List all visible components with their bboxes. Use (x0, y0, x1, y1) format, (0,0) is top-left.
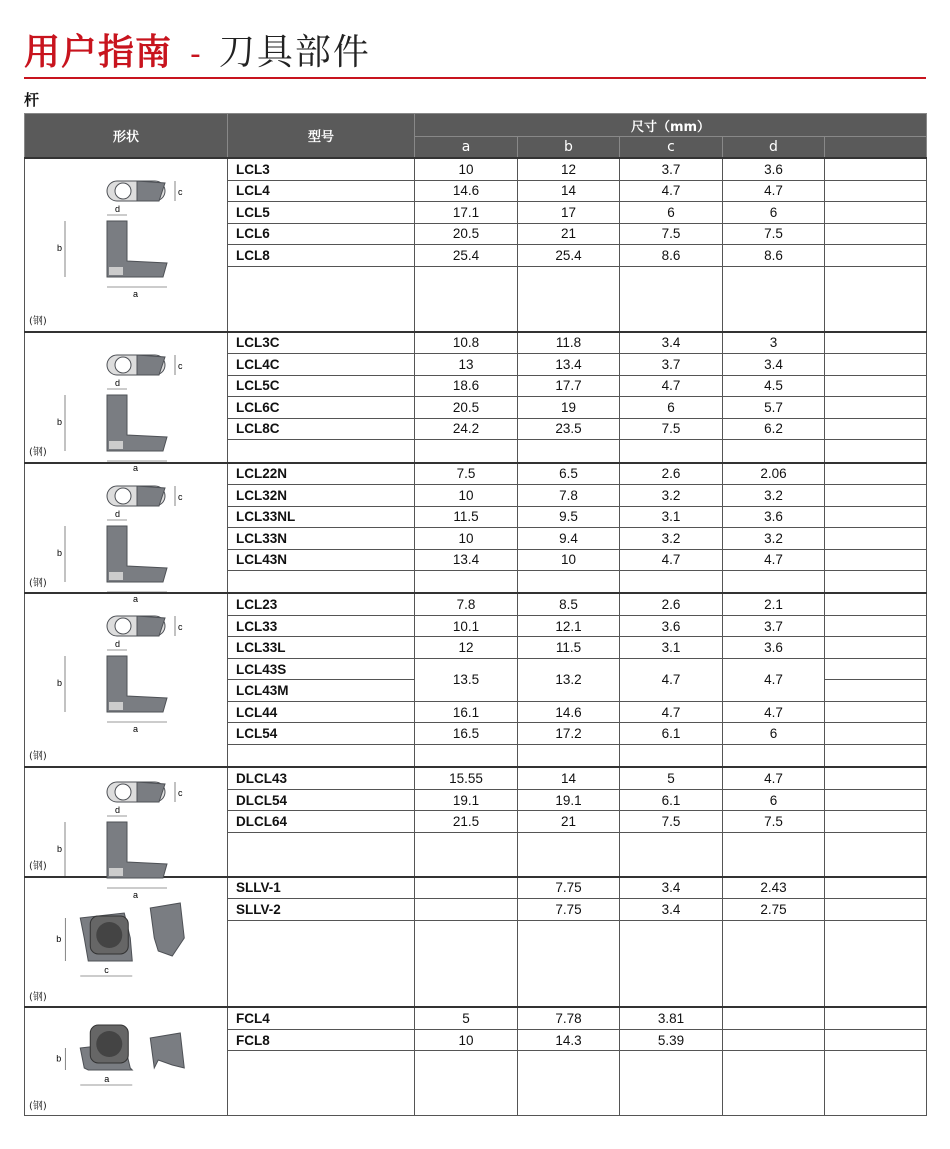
value-cell-d: 7.5 (723, 811, 825, 833)
value-cell-a: 10 (415, 1029, 518, 1051)
value-cell-b: 19 (518, 397, 620, 419)
extra-cell (825, 354, 927, 376)
blank-cell (620, 920, 723, 1007)
model-cell: DLCL43 (228, 767, 415, 789)
svg-text:d: d (115, 508, 121, 519)
blank-cell (825, 440, 927, 463)
value-cell-a: 24.2 (415, 418, 518, 440)
value-cell-b: 21 (518, 811, 620, 833)
table-row (25, 463, 927, 485)
extra-cell (825, 223, 927, 245)
blank-cell (723, 920, 825, 1007)
table-row (25, 593, 927, 615)
value-cell-a: 10 (415, 158, 518, 180)
svg-text:a: a (104, 1074, 110, 1085)
value-cell-a: 16.5 (415, 723, 518, 745)
value-cell-b: 12 (518, 158, 620, 180)
blank-cell (228, 1051, 415, 1116)
model-cell: FCL4 (228, 1007, 415, 1029)
value-cell-c: 6 (620, 397, 723, 419)
blank-cell (518, 571, 620, 594)
table-row (25, 767, 927, 789)
svg-text:a: a (133, 890, 139, 901)
extra-cell (825, 658, 927, 680)
title-separator: - (190, 37, 201, 72)
svg-text:b: b (56, 1053, 62, 1064)
blank-cell (415, 832, 518, 876)
value-cell-a: 7.5 (415, 463, 518, 485)
extra-cell (825, 615, 927, 637)
extra-cell (825, 680, 927, 702)
lcl-lever-icon (25, 594, 227, 765)
svg-text:c: c (178, 491, 183, 502)
value-cell-d: 3.4 (723, 354, 825, 376)
value-cell-d: 3 (723, 332, 825, 354)
page-title: 用户指南 (24, 32, 173, 73)
svg-text:a: a (133, 462, 139, 473)
extra-cell (825, 811, 927, 833)
value-cell-c: 4.7 (620, 658, 723, 701)
value-cell-c: 3.1 (620, 637, 723, 659)
model-cell: LCL33 (228, 615, 415, 637)
value-cell-b: 7.8 (518, 485, 620, 507)
page-subtitle: 刀具部件 (218, 32, 371, 73)
value-cell-d: 6 (723, 789, 825, 811)
value-cell-a: 13.5 (415, 658, 518, 701)
model-cell: DLCL64 (228, 811, 415, 833)
shape-cell (25, 877, 228, 1008)
value-cell-d: 6.2 (723, 418, 825, 440)
blank-cell (415, 440, 518, 463)
value-cell-b: 13.4 (518, 354, 620, 376)
svg-text:a: a (133, 593, 139, 604)
model-cell: LCL54 (228, 723, 415, 745)
svg-text:c: c (104, 964, 109, 975)
extra-cell (825, 202, 927, 224)
model-cell: LCL8C (228, 418, 415, 440)
extra-cell (825, 180, 927, 202)
material-note: (钢) (29, 1101, 47, 1113)
value-cell-c: 4.7 (620, 549, 723, 571)
shape-cell (25, 463, 228, 604)
value-cell-d: 2.1 (723, 593, 825, 615)
value-cell-b: 9.5 (518, 506, 620, 528)
shape-cell (25, 1007, 228, 1116)
value-cell-c: 6.1 (620, 723, 723, 745)
header-d: d (723, 137, 825, 159)
value-cell-a: 11.5 (415, 506, 518, 528)
value-cell-d: 3.6 (723, 637, 825, 659)
value-cell-d: 4.7 (723, 180, 825, 202)
blank-cell (825, 571, 927, 594)
value-cell-d: 4.5 (723, 375, 825, 397)
svg-text:b: b (57, 547, 63, 558)
value-cell-d: 6 (723, 723, 825, 745)
value-cell-b: 11.5 (518, 637, 620, 659)
material-note: (钢) (29, 577, 47, 589)
blank-cell (518, 1051, 620, 1116)
section-heading: 杆 (24, 91, 40, 109)
value-cell-c: 5 (620, 767, 723, 789)
svg-text:b: b (57, 243, 63, 253)
header-extra (825, 137, 927, 159)
value-cell-a (415, 877, 518, 899)
blank-cell (620, 266, 723, 332)
model-cell: LCL44 (228, 701, 415, 723)
model-cell: LCL4 (228, 180, 415, 202)
value-cell-b: 12.1 (518, 615, 620, 637)
value-cell-a: 20.5 (415, 223, 518, 245)
model-cell: DLCL54 (228, 789, 415, 811)
blank-cell (620, 744, 723, 767)
value-cell-c: 7.5 (620, 223, 723, 245)
product-group (25, 1007, 927, 1116)
value-cell-d (723, 1007, 825, 1029)
value-cell-d: 3.2 (723, 528, 825, 550)
blank-cell (620, 440, 723, 463)
value-cell-d: 7.5 (723, 223, 825, 245)
value-cell-b: 25.4 (518, 245, 620, 267)
extra-cell (825, 463, 927, 485)
value-cell-a: 21.5 (415, 811, 518, 833)
svg-text:b: b (57, 844, 63, 855)
value-cell-c: 3.7 (620, 158, 723, 180)
value-cell-b: 23.5 (518, 418, 620, 440)
value-cell-d: 8.6 (723, 245, 825, 267)
value-cell-a: 20.5 (415, 397, 518, 419)
value-cell-d: 3.7 (723, 615, 825, 637)
svg-text:d: d (115, 204, 121, 214)
blank-cell (518, 832, 620, 876)
value-cell-c: 6 (620, 202, 723, 224)
value-cell-a: 7.8 (415, 593, 518, 615)
value-cell-b: 17 (518, 202, 620, 224)
extra-cell (825, 637, 927, 659)
model-cell: SLLV-1 (228, 877, 415, 899)
extra-cell (825, 1029, 927, 1051)
value-cell-c: 3.4 (620, 877, 723, 899)
shape-cell (25, 593, 228, 767)
value-cell-d: 3.6 (723, 158, 825, 180)
shape-cell (25, 332, 228, 473)
value-cell-a (415, 899, 518, 921)
lcl-n-holder-icon (25, 464, 227, 604)
extra-cell (825, 723, 927, 745)
extra-cell (825, 528, 927, 550)
svg-text:c: c (178, 622, 183, 633)
blank-cell (415, 571, 518, 594)
blank-cell (825, 920, 927, 1007)
extra-cell (825, 877, 927, 899)
value-cell-b: 14.3 (518, 1029, 620, 1051)
svg-text:d: d (115, 805, 121, 816)
value-cell-a: 10 (415, 528, 518, 550)
model-cell: LCL3 (228, 158, 415, 180)
dlcl-holder-icon (25, 768, 227, 901)
extra-cell (825, 418, 927, 440)
svg-text:a: a (133, 289, 139, 299)
blank-cell (723, 1051, 825, 1116)
blank-cell (518, 440, 620, 463)
value-cell-c: 3.81 (620, 1007, 723, 1029)
model-cell: LCL33NL (228, 506, 415, 528)
shape-cell (25, 158, 228, 332)
value-cell-d: 6 (723, 202, 825, 224)
svg-text:a: a (133, 724, 139, 735)
model-cell: LCL3C (228, 332, 415, 354)
value-cell-b: 10 (518, 549, 620, 571)
model-cell: LCL22N (228, 463, 415, 485)
value-cell-b: 13.2 (518, 658, 620, 701)
value-cell-a: 12 (415, 637, 518, 659)
product-group (25, 158, 927, 332)
value-cell-a: 17.1 (415, 202, 518, 224)
blank-cell (825, 744, 927, 767)
model-cell: SLLV-2 (228, 899, 415, 921)
svg-text:b: b (57, 416, 63, 427)
value-cell-c: 4.7 (620, 375, 723, 397)
value-cell-c: 2.6 (620, 593, 723, 615)
product-group (25, 593, 927, 767)
value-cell-a: 25.4 (415, 245, 518, 267)
shape-cell (25, 767, 228, 901)
blank-cell (723, 744, 825, 767)
value-cell-b: 7.75 (518, 877, 620, 899)
header-shape: 形状 (25, 114, 228, 159)
value-cell-d: 2.43 (723, 877, 825, 899)
extra-cell (825, 789, 927, 811)
page-header (24, 24, 371, 72)
svg-text:c: c (178, 187, 183, 197)
value-cell-c: 3.7 (620, 354, 723, 376)
value-cell-d: 4.7 (723, 767, 825, 789)
sllv-holder-icon (25, 878, 227, 1006)
material-note: (钢) (29, 446, 47, 458)
svg-text:c: c (178, 360, 183, 371)
value-cell-c: 4.7 (620, 701, 723, 723)
value-cell-b: 11.8 (518, 332, 620, 354)
value-cell-c: 7.5 (620, 811, 723, 833)
extra-cell (825, 506, 927, 528)
extra-cell (825, 332, 927, 354)
header-a: a (415, 137, 518, 159)
value-cell-a: 14.6 (415, 180, 518, 202)
value-cell-c: 2.6 (620, 463, 723, 485)
value-cell-c: 4.7 (620, 180, 723, 202)
value-cell-b: 7.75 (518, 899, 620, 921)
value-cell-c: 5.39 (620, 1029, 723, 1051)
model-cell: LCL33L (228, 637, 415, 659)
model-cell: LCL8 (228, 245, 415, 267)
svg-text:c: c (178, 788, 183, 799)
material-note: (钢) (29, 991, 47, 1003)
value-cell-a: 10.8 (415, 332, 518, 354)
value-cell-c: 8.6 (620, 245, 723, 267)
value-cell-d: 3.6 (723, 506, 825, 528)
svg-text:d: d (115, 377, 121, 388)
product-group (25, 332, 927, 473)
value-cell-d: 5.7 (723, 397, 825, 419)
value-cell-b: 14.6 (518, 701, 620, 723)
svg-text:d: d (115, 639, 121, 650)
value-cell-b: 7.78 (518, 1007, 620, 1029)
value-cell-c: 3.6 (620, 615, 723, 637)
value-cell-c: 7.5 (620, 418, 723, 440)
value-cell-c: 3.4 (620, 899, 723, 921)
blank-cell (825, 266, 927, 332)
model-cell: LCL6 (228, 223, 415, 245)
product-group (25, 463, 927, 604)
extra-cell (825, 767, 927, 789)
value-cell-d: 4.7 (723, 658, 825, 701)
header-b: b (518, 137, 620, 159)
blank-cell (723, 832, 825, 876)
value-cell-b: 6.5 (518, 463, 620, 485)
value-cell-b: 19.1 (518, 789, 620, 811)
blank-cell (723, 571, 825, 594)
model-cell: LCL6C (228, 397, 415, 419)
svg-text:b: b (56, 933, 62, 944)
lcl-holder-icon (25, 159, 227, 330)
extra-cell (825, 375, 927, 397)
blank-cell (518, 744, 620, 767)
header-size: 尺寸（mm） (415, 114, 927, 137)
blank-cell (825, 832, 927, 876)
model-cell: LCL5 (228, 202, 415, 224)
material-note: (钢) (29, 751, 47, 763)
value-cell-b: 17.7 (518, 375, 620, 397)
value-cell-b: 8.5 (518, 593, 620, 615)
header-c: c (620, 137, 723, 159)
value-cell-b: 17.2 (518, 723, 620, 745)
value-cell-a: 16.1 (415, 701, 518, 723)
value-cell-a: 18.6 (415, 375, 518, 397)
model-cell: LCL32N (228, 485, 415, 507)
table-row (25, 158, 927, 180)
blank-cell (620, 571, 723, 594)
extra-cell (825, 1007, 927, 1029)
fcl-holder-icon (25, 1008, 227, 1115)
model-cell: LCL43M (228, 680, 415, 702)
value-cell-a: 13.4 (415, 549, 518, 571)
header-model: 型号 (228, 114, 415, 159)
material-note: (钢) (29, 861, 47, 873)
model-cell: LCL5C (228, 375, 415, 397)
blank-cell (723, 440, 825, 463)
extra-cell (825, 549, 927, 571)
value-cell-a: 19.1 (415, 789, 518, 811)
blank-cell (228, 266, 415, 332)
extra-cell (825, 397, 927, 419)
svg-text:b: b (57, 678, 63, 689)
extra-cell (825, 485, 927, 507)
model-cell: LCL23 (228, 593, 415, 615)
value-cell-d: 4.7 (723, 701, 825, 723)
value-cell-a: 13 (415, 354, 518, 376)
blank-cell (723, 266, 825, 332)
extra-cell (825, 701, 927, 723)
value-cell-d: 2.06 (723, 463, 825, 485)
blank-cell (415, 920, 518, 1007)
blank-cell (620, 832, 723, 876)
extra-cell (825, 158, 927, 180)
value-cell-d: 2.75 (723, 899, 825, 921)
blank-cell (415, 744, 518, 767)
blank-cell (518, 266, 620, 332)
model-cell: FCL8 (228, 1029, 415, 1051)
value-cell-a: 10.1 (415, 615, 518, 637)
product-group (25, 877, 927, 1008)
blank-cell (415, 266, 518, 332)
value-cell-b: 9.4 (518, 528, 620, 550)
table-row (25, 332, 927, 354)
value-cell-c: 3.2 (620, 528, 723, 550)
value-cell-b: 21 (518, 223, 620, 245)
blank-cell (228, 832, 415, 876)
lcl-c-holder-icon (25, 333, 227, 473)
value-cell-a: 10 (415, 485, 518, 507)
table-row (25, 877, 927, 899)
value-cell-a: 15.55 (415, 767, 518, 789)
model-cell: LCL43S (228, 658, 415, 680)
title-divider (24, 77, 926, 79)
value-cell-c: 3.4 (620, 332, 723, 354)
blank-cell (415, 1051, 518, 1116)
value-cell-c: 3.2 (620, 485, 723, 507)
blank-cell (228, 744, 415, 767)
model-cell: LCL4C (228, 354, 415, 376)
value-cell-d: 3.2 (723, 485, 825, 507)
blank-cell (228, 571, 415, 594)
extra-cell (825, 899, 927, 921)
blank-cell (620, 1051, 723, 1116)
blank-cell (228, 920, 415, 1007)
material-note: (钢) (29, 316, 47, 327)
blank-cell (518, 920, 620, 1007)
blank-cell (825, 1051, 927, 1116)
value-cell-b: 14 (518, 180, 620, 202)
value-cell-d (723, 1029, 825, 1051)
table-row (25, 1007, 927, 1029)
blank-cell (228, 440, 415, 463)
model-cell: LCL33N (228, 528, 415, 550)
model-cell: LCL43N (228, 549, 415, 571)
value-cell-d: 4.7 (723, 549, 825, 571)
value-cell-a: 5 (415, 1007, 518, 1029)
spec-table (24, 113, 927, 1116)
extra-cell (825, 245, 927, 267)
extra-cell (825, 593, 927, 615)
value-cell-c: 3.1 (620, 506, 723, 528)
value-cell-c: 6.1 (620, 789, 723, 811)
value-cell-b: 14 (518, 767, 620, 789)
